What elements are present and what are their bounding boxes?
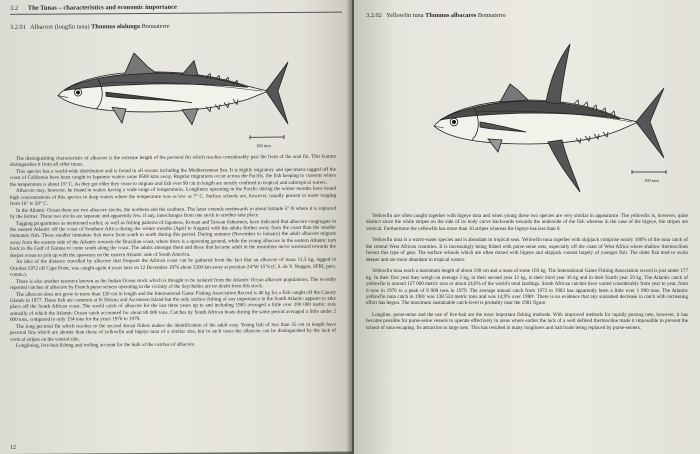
common-name: Albacore (longfin tuna) (30, 23, 90, 31)
running-head-title: The Tunas – characteristics and economic importance (27, 3, 177, 12)
paragraph: Longlining, live-bait fishing and trolling account for the bulk of the catches of albacore. (16, 341, 196, 350)
yellowfin-section-title (366, 12, 506, 19)
running-head-number: 3.2 (10, 4, 19, 12)
section-number: 3.2.01 (10, 23, 26, 31)
authority: Bonnaterre (477, 12, 506, 19)
albacore-body-text (10, 154, 336, 350)
paragraph: Yellowfin are often caught together with bigeye tuna and when young these two species are very similar in appearance. The yellowfin is, however, quite distinct since the white stripes on the side of its body curve backwards towards the underside of the fish whereas in the case of the bigeye, the stripes are vertical. Furthermore the yellowfin has more than 10 stripes whereas the bigeye has less than 8. (366, 213, 688, 232)
yellowfin-body-text (366, 213, 688, 331)
paragraph: An idea of the distance travelled by albacore that frequent the African coast can be gathered from the fact that an albacore of mass 11,5 kg, tagged in October 1972 off Cape Point, was caught again 4 years later on 12 December 1976 about 3200 km away at position 24°W 15°S (C.S. de V. Nepgen, SFRI, pers. comm.). (10, 256, 336, 279)
paragraph: Yellowfin tuna reach a maximum length of about 190 cm and a mass of some 160 kg. The International Game Fishing Association record is just under 177 kg. In their first year they weigh on average 3 kg, in their second year 12 kg, in their third year 36 kg and in their fourth year 59 kg. The Atlantic catch of yellowfin is around 127 000 metric tons or about 24,6% of the world's total landings. South African catches have varied considerably from year to year, from 6 tons in 1976 to a peak of 8 908 tons in 1979. The average annual catch from 1973 to 1983 has apparently been a little over 1 000 tons. The Atlantic yellowfin tuna catch in 1981 was 138 524 metric tons and was 14,9% over 1980ᵃ. There is no evidence that any sustained decrease in catch with increasing effort has begun. The maximum sustainable catch-level is probably near the 1981 figure. (366, 268, 688, 307)
albacore-scale-label: 100 mm (256, 143, 271, 149)
paragraph: There is also another resource known as the Indian Ocean stock which is thought to be isolated from the Atlantic Ocean albacore populations. The recently reported catches of albacore by French purse-seiners operating in the vicinity of the Seychelles are no doubt from this stock. (10, 276, 336, 291)
albacore-section-title (10, 23, 170, 31)
paragraph: The long pectoral fin which reaches to the second dorsal finlets makes the identification of the adult easy. Young fish of less than 35 cm in length have pectoral fins which are shorter than those of yellowfin and bigeye tuna of a similar size, but in such cases the albacore can be distinguished by the lack of vertical stripes on the ventral side. (10, 321, 336, 343)
yellowfin-illustration (428, 40, 678, 195)
paragraph: Tagging programmes as mentioned earlier, as well as fishing patterns of Japanese, Korean and Taiwan fishermen, have indicated that albacore congregate in the eastern Atlantic off the coast of Southern Africa during the winter months (April to August) with the adults further away from the coast than the smaller immature fish. These smaller immature fish move from south to north during this period. During summer (November to January) the adult albacore migrate away from the eastern side of the Atlantic towards the Brazilian coast, where there is a spawning ground, while the young albacore in the eastern Atlantic turn back to the Gulf of Guinea to come south along the coast. The adults amongst them and those that became adult in the meantime move westward towards the deeper ocean to join up with the spawners on the eastern Atlantic side of South America. (10, 218, 336, 259)
scientific-name: Thunnus albacares (425, 12, 477, 19)
paragraph: Yellowfin tuna is a warm-water species and is abundant in tropical seas. Yellowfin tuna together with skipjack comprise nearly 100% of the tuna catch of the central West African countries. It is increasingly being fished with purse-seine nets, especially off the coast of West Africa where shallow thermoclines favour this type of gear. The surface schools which are often mixed with bigeye and skipjack consist largely of younger fish. The older fish tend to swim deeper and are more abundant in tropical waters. (366, 237, 688, 263)
paragraph: This species has a world-wide distribution and is found in all oceans including the Mediterranean Sea. It is highly migratory and specimens tagged off the coast of California have been caught in Japanese waters some 8500 kms away. Regular migrations occur across the Pacific, the fish keeping to currents where the temperature is about 15° C. As they get older they cease to migrate and fish over 90 cm in length are mostly confined to tropical and subtropical waters. (10, 166, 336, 188)
paragraph: Albacore may, however, be found in waters having a wide range of temperatures. Longliners operating in the Pacific during the winter months have found high concentrations of this species in deep waters where the temperature was as low as 7° C. Surface schools are, however, usually present in water ranging from 16° to 20° C. (10, 185, 336, 208)
authority: Bonnaterre (141, 22, 170, 31)
right-page (354, 0, 700, 454)
yellowfin-scale-label: 100 mm (644, 178, 659, 183)
section-number: 3.2.02 (366, 12, 382, 19)
paragraph: Longline, purse-seine and the use of live-bait are the most important fishing methods. With improved methods for rapidly pursing nets, however, it has become possible for purse-seine vessels to operate effectively in areas where earlier the lack of a well defined thermocline made it impossible to prevent the school of tuna escaping. Its attraction to large nets. This has resulted in many longliners and bait boats being replaced by purse-seiners. (366, 311, 688, 331)
paragraph: In the Atlantic Ocean there are two albacore stocks, the northern and the southern. The latter extends northwards to about latitude 5° N where it is replaced by the former. These two stocks are separate and apparently few, if any, interchanges from one stock to another take place. (10, 205, 336, 221)
page-number: 12 (10, 444, 16, 451)
common-name: Yellowfin tuna (386, 12, 424, 19)
running-head (10, 3, 342, 15)
paragraph: The albacore does not grow to more than 120 cm in length and the International Game Fishing Association Record is 40 kg for a fish caught off the Canary Islands in 1977. These fish are common at St Helena and Ascension Island but the only surface fishing of any importance in the South Atlantic appears to take place off the South African coast. The world catch of albacore for the last three years up to and including 1985 averaged a little over 200 000 metric tons annually of which the Atlantic Ocean catch accounted for about 80 000 tons. Catches by South African boats during the same period averaged a little under 2 000 tons, compared to only 154 tons for the years 1976 to 1979. (10, 289, 336, 324)
paragraph: The distinguishing characteristic of albacore is the extreme length of the pectoral fin which reaches considerably past the front of the anal fin. This feature distinguishes it from all other tunas. (10, 153, 336, 169)
albacore-illustration (52, 44, 292, 151)
scientific-name: Thunnus alalunga (91, 23, 141, 31)
